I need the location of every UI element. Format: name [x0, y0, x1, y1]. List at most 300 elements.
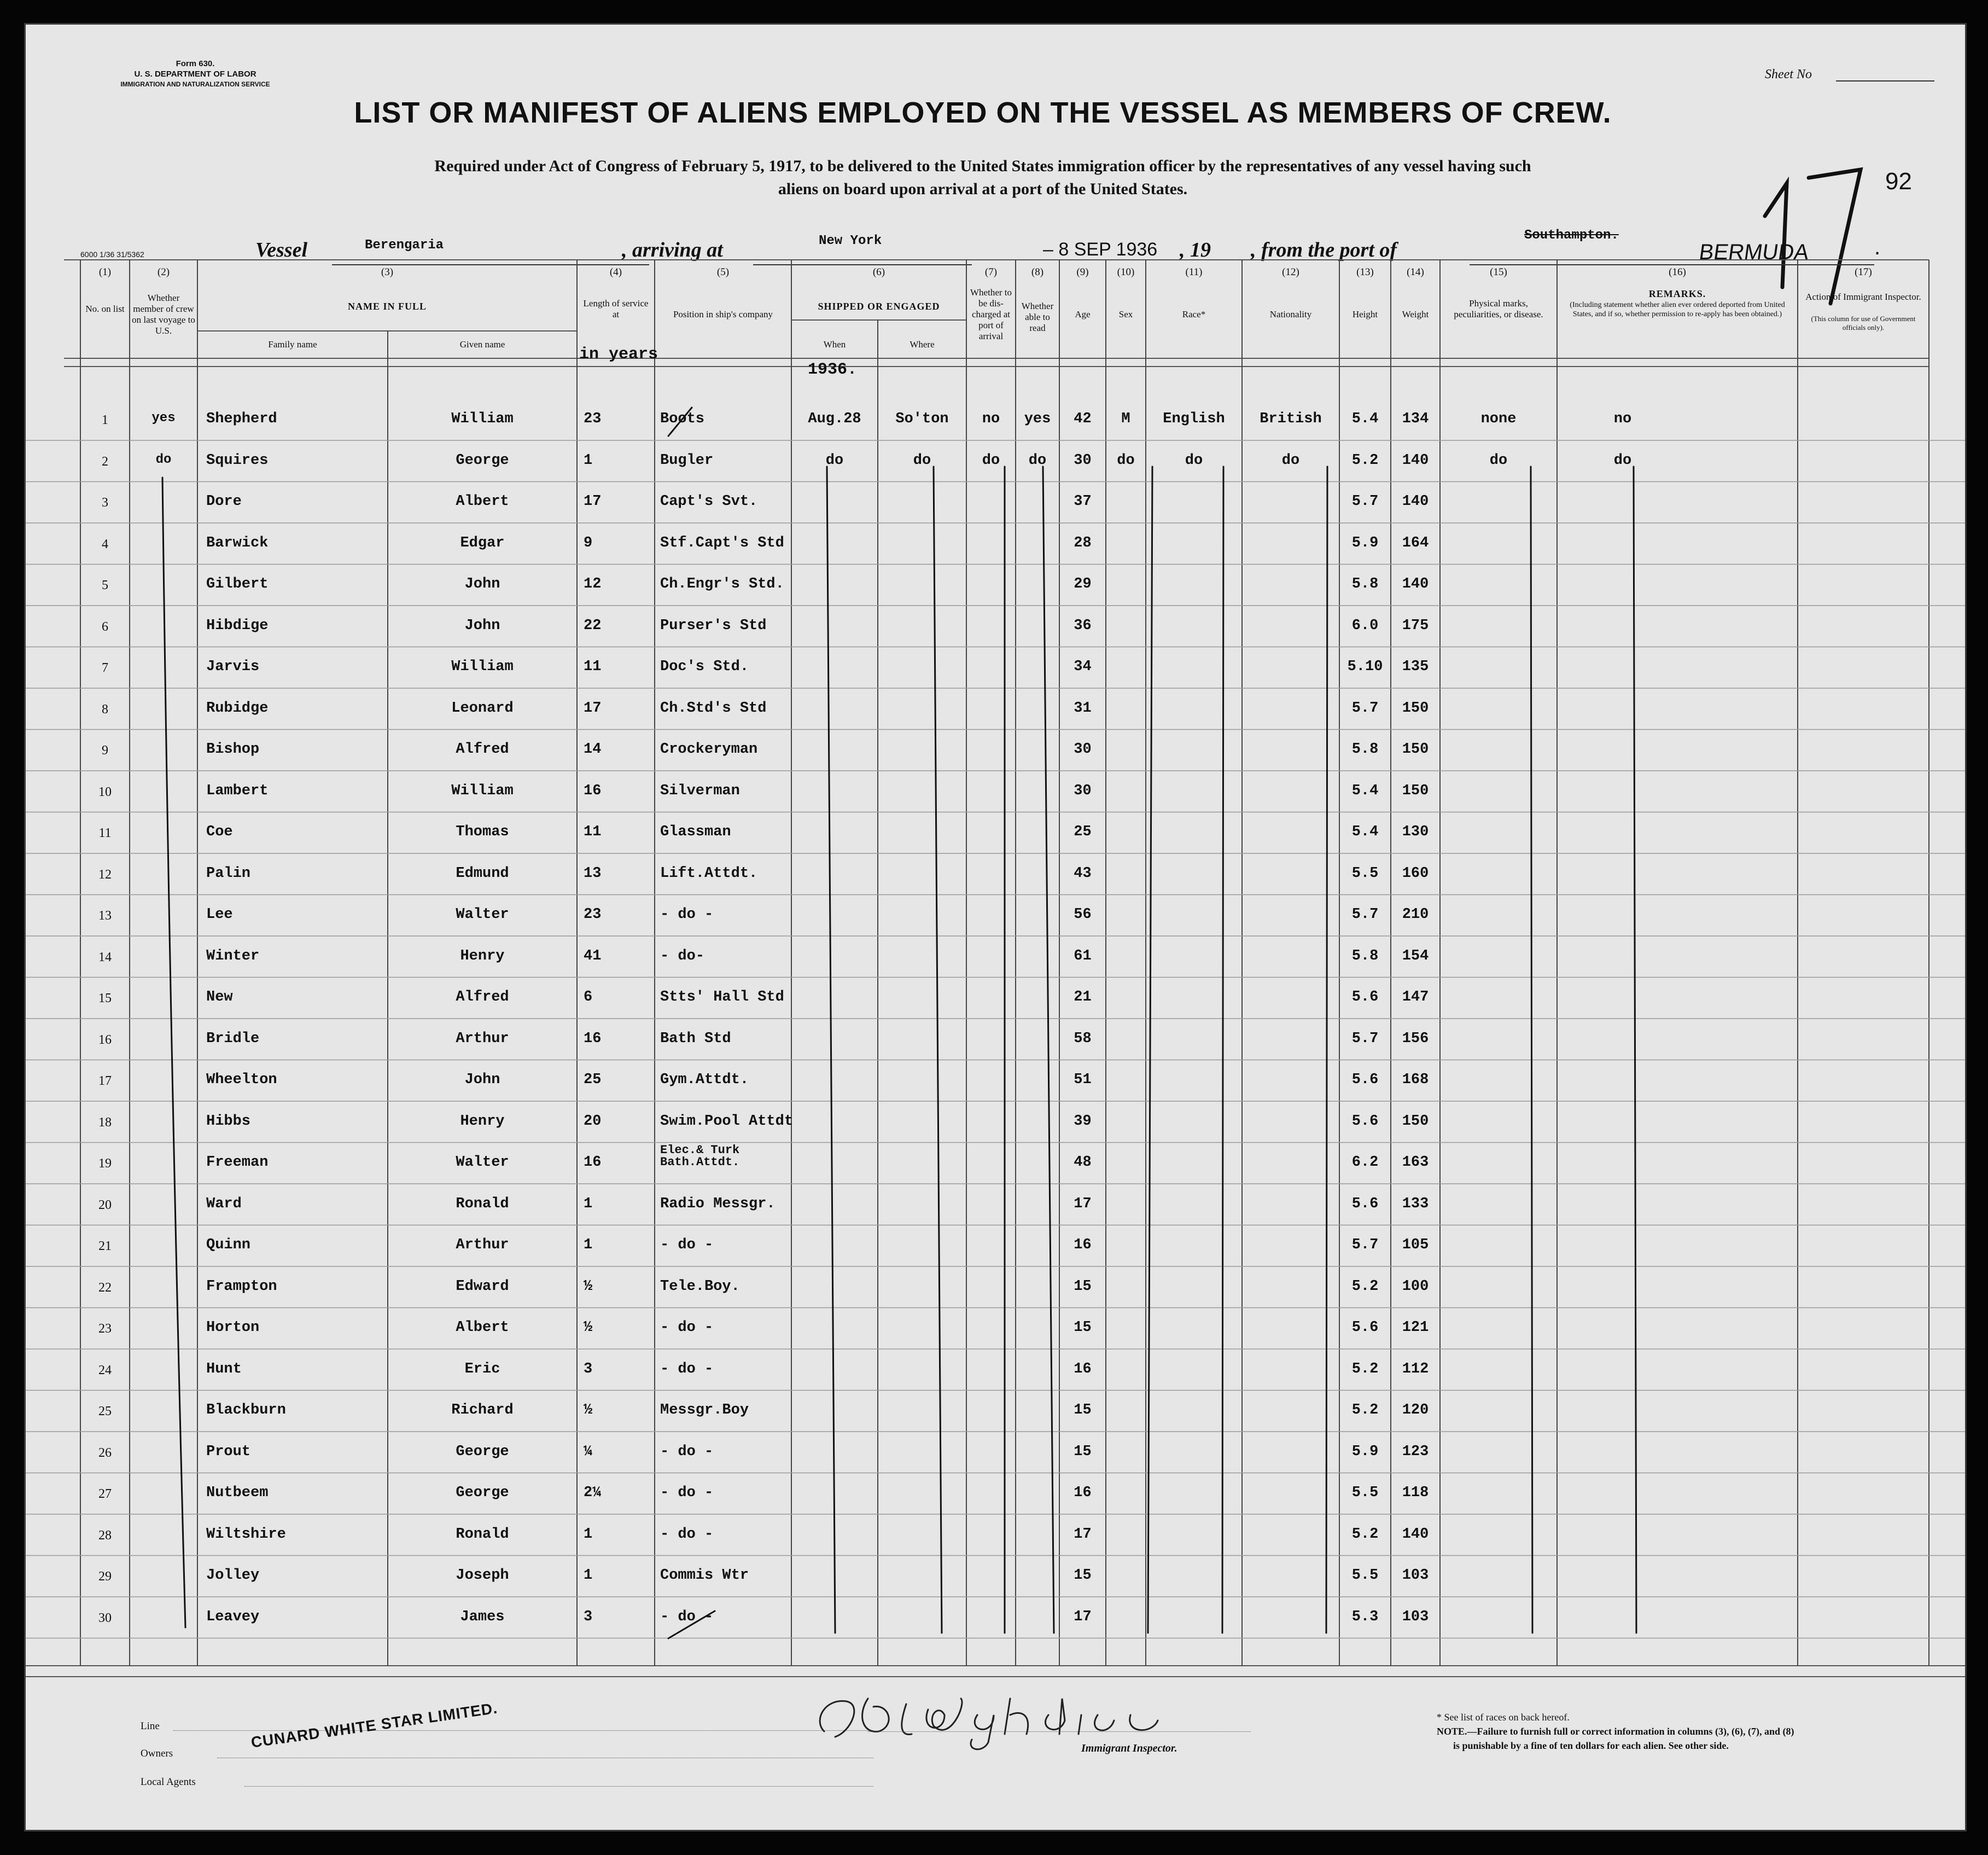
subtitle-line-2: aliens on board upon arrival at a port of the United States.	[778, 180, 1188, 198]
cell-weight: 140	[1402, 576, 1429, 592]
cell-position: Purser's Std	[660, 617, 767, 634]
cell-given: Albert	[456, 493, 509, 510]
cell-family: Freeman	[206, 1154, 269, 1171]
year-label: , 19	[1180, 239, 1211, 261]
cell-family: Ward	[206, 1195, 242, 1212]
cell-given: Albert	[456, 1319, 509, 1336]
cell-weight: 118	[1402, 1485, 1429, 1501]
row-number: 15	[98, 991, 112, 1005]
cell-length: 3	[584, 1360, 593, 1377]
row-number: 14	[98, 950, 112, 964]
cell-height: 5.6	[1351, 989, 1379, 1005]
cell-family: Wiltshire	[206, 1526, 286, 1543]
cell-age: 29	[1074, 576, 1092, 592]
cell-sex: do	[1117, 452, 1135, 469]
penalty-note-1: NOTE.—Failure to furnish full or correct information in columns (3), (6), (7), and (8)	[1437, 1726, 1794, 1737]
cell-position: Crockeryman	[660, 741, 758, 758]
cell-weight: 112	[1402, 1360, 1429, 1377]
cell-position: Elec.& Turk Bath.Attdt.	[660, 1143, 740, 1169]
cell-length: 16	[584, 1030, 602, 1047]
cell-weight: 163	[1402, 1154, 1429, 1171]
cell-given: Henry	[460, 947, 505, 964]
col-num-4: (4)	[609, 266, 622, 278]
cell-family: Quinn	[206, 1237, 251, 1253]
cell-family: Nutbeem	[206, 1485, 269, 1501]
cell-weight: 120	[1402, 1402, 1429, 1418]
manifest-sheet	[24, 23, 1967, 1831]
cell-weight: 164	[1402, 534, 1429, 551]
cell-age: 36	[1074, 617, 1092, 634]
cell-family: Wheelton	[206, 1072, 277, 1088]
cell-age: 17	[1074, 1526, 1092, 1543]
cell-given: William	[451, 782, 514, 799]
ditto-line-remarks	[1634, 467, 1636, 1633]
binder-hole	[0, 246, 22, 268]
col-num-15: (15)	[1490, 266, 1507, 278]
cell-position: - do -	[660, 1237, 714, 1253]
cell-given: Arthur	[456, 1237, 509, 1253]
header-physical-marks: Physical marks, peculiarities, or disease.	[1454, 298, 1543, 319]
cell-physical: none	[1480, 411, 1517, 427]
cell-position: Commis Wtr	[660, 1567, 749, 1584]
cell-family: Lambert	[206, 782, 269, 799]
cell-family: Barwick	[206, 534, 269, 551]
row-number: 8	[102, 702, 108, 717]
cell-given: Arthur	[456, 1030, 509, 1047]
cell-length: 11	[584, 659, 602, 675]
cell-length: 1	[584, 1195, 593, 1212]
header-member-last-voyage: Whether member of crew on last voyage to U.S.	[132, 293, 195, 336]
cell-age: 15	[1074, 1319, 1092, 1336]
cell-height: 6.0	[1351, 617, 1379, 634]
cell-position: Gym.Attdt.	[660, 1072, 749, 1088]
footer-owners-label: Owners	[141, 1748, 173, 1759]
from-port-label: , from the port of	[1251, 239, 1397, 261]
cell-length: 3	[584, 1608, 593, 1625]
cell-given: John	[464, 617, 500, 634]
from-port-typed: Southampton.	[1524, 228, 1619, 243]
cell-position: Boots	[660, 411, 705, 427]
row-number: 29	[98, 1569, 112, 1584]
cell-weight: 150	[1402, 741, 1429, 758]
service-name: IMMIGRATION AND NATURALIZATION SERVICE	[120, 80, 270, 88]
print-code: 6000 1/36 31/5362	[80, 250, 144, 259]
cell-height: 5.4	[1351, 782, 1379, 799]
cell-given: Ronald	[456, 1195, 509, 1212]
cell-weight: 140	[1402, 1526, 1429, 1543]
cell-race: do	[1185, 452, 1203, 469]
cell-family: Lee	[206, 906, 233, 923]
row-number: 18	[98, 1115, 112, 1130]
page-title: LIST OR MANIFEST OF ALIENS EMPLOYED ON THE VESSEL AS MEMBERS OF CREW.	[354, 96, 1612, 129]
cell-age: 37	[1074, 493, 1092, 510]
cell-height: 5.2	[1351, 1526, 1379, 1543]
header-able-read: Whether able to read	[1021, 301, 1054, 333]
header-position: Position in ship's company	[673, 309, 773, 319]
cell-weight: 140	[1402, 493, 1429, 510]
cell-length: 12	[584, 576, 602, 592]
cell-age: 28	[1074, 534, 1092, 551]
cell-height: 5.2	[1351, 1278, 1379, 1295]
cell-length: 1	[584, 1526, 593, 1543]
row-number: 30	[98, 1610, 112, 1625]
cell-height: 5.10	[1347, 659, 1383, 675]
binder-hole	[0, 1652, 22, 1674]
header-length-service: Length of service at	[583, 298, 649, 319]
year-shipped-note: 1936.	[808, 360, 858, 379]
row-number: 6	[102, 619, 108, 634]
cell-family: Hunt	[206, 1360, 242, 1377]
subtitle-line-1: Required under Act of Congress of February 5, 1917, to be delivered to the United States immigration officer by the representatives of any vessel having such	[434, 157, 1531, 175]
cell-nationality: British	[1260, 411, 1322, 427]
cell-length: 9	[584, 534, 593, 551]
cell-weight: 133	[1402, 1195, 1429, 1212]
cell-family: Bishop	[206, 741, 260, 758]
cell-length: ½	[584, 1402, 593, 1418]
cell-physical: do	[1489, 452, 1508, 469]
ditto-line-race	[1222, 467, 1223, 1633]
cell-given: William	[451, 659, 514, 675]
cell-when: do	[825, 452, 844, 469]
col-num-7: (7)	[984, 266, 998, 278]
cell-length: 16	[584, 1154, 602, 1171]
cell-member: do	[155, 452, 172, 467]
cell-family: Leavey	[206, 1608, 260, 1625]
cell-age: 34	[1074, 659, 1092, 675]
cell-age: 15	[1074, 1278, 1092, 1295]
ditto-line-nationality	[1326, 467, 1327, 1633]
cell-family: Jolley	[206, 1567, 260, 1584]
footer-agents-label: Local Agents	[141, 1776, 196, 1788]
row-number: 5	[102, 578, 108, 592]
binder-hole	[0, 700, 22, 722]
col-num-16: (16)	[1669, 266, 1686, 278]
cell-remarks: do	[1613, 452, 1632, 469]
cell-length: ½	[584, 1278, 593, 1295]
cell-given: Thomas	[456, 824, 509, 840]
cell-height: 5.4	[1351, 824, 1379, 840]
cell-family: Blackburn	[206, 1402, 286, 1418]
col-num-9: (9)	[1076, 266, 1089, 278]
binder-hole	[0, 306, 22, 328]
cell-height: 5.8	[1351, 576, 1379, 592]
cell-read: do	[1028, 452, 1047, 469]
arrival-port: New York	[819, 234, 882, 248]
cell-given: Alfred	[456, 989, 509, 1005]
cell-member: yes	[151, 411, 176, 426]
cell-age: 48	[1074, 1154, 1092, 1171]
cell-position: Swim.Pool Attdt	[660, 1113, 794, 1130]
cell-length: 13	[584, 865, 602, 882]
footer-line-label: Line	[141, 1720, 160, 1732]
form-number: Form 630.	[176, 59, 215, 68]
cell-where: do	[913, 452, 931, 469]
row-number: 17	[98, 1074, 112, 1088]
cell-height: 5.5	[1351, 1567, 1379, 1584]
cell-length: 22	[584, 617, 602, 634]
col-num-17: (17)	[1855, 266, 1872, 278]
cell-position: - do -	[660, 1485, 714, 1501]
header-where: Where	[910, 339, 935, 350]
binder-hole	[0, 1291, 22, 1313]
cell-weight: 160	[1402, 865, 1429, 882]
cell-family: Shepherd	[206, 411, 277, 427]
cell-length: ½	[584, 1319, 593, 1336]
cell-weight: 168	[1402, 1072, 1429, 1088]
check-mark-30	[668, 1611, 715, 1638]
cell-given: George	[456, 1443, 509, 1460]
col-num-6: (6)	[872, 266, 885, 278]
cell-given: George	[456, 452, 509, 469]
cell-position: Ch.Engr's Std.	[660, 576, 784, 592]
row-number: 22	[98, 1280, 112, 1295]
cell-age: 17	[1074, 1608, 1092, 1625]
cell-given: Joseph	[456, 1567, 509, 1584]
cell-height: 6.2	[1351, 1154, 1379, 1171]
cell-position: Stts' Hall Std	[660, 989, 784, 1005]
cell-height: 5.9	[1351, 534, 1379, 551]
cell-family: New	[206, 989, 233, 1005]
row-number: 11	[98, 826, 112, 840]
cell-position: Ch.Std's Std	[660, 700, 767, 717]
signature-rule	[868, 1731, 1251, 1732]
cell-given: William	[451, 411, 514, 427]
cell-age: 17	[1074, 1195, 1092, 1212]
cell-family: Palin	[206, 865, 251, 882]
cell-age: 15	[1074, 1443, 1092, 1460]
row-number: 1	[102, 413, 108, 427]
cell-weight: 135	[1402, 659, 1429, 675]
cell-position: Radio Messgr.	[660, 1195, 776, 1212]
cell-discharged: no	[982, 411, 1000, 427]
cell-given: John	[464, 576, 500, 592]
cell-weight: 123	[1402, 1443, 1429, 1460]
cell-age: 51	[1074, 1072, 1092, 1088]
cell-family: Hibbs	[206, 1113, 251, 1130]
cell-length: 6	[584, 989, 593, 1005]
cell-height: 5.7	[1351, 1237, 1379, 1253]
ditto-pen-strokes	[26, 25, 1965, 1830]
department-name: U. S. DEPARTMENT OF LABOR	[134, 69, 256, 79]
cell-position: - do -	[660, 1443, 714, 1460]
cell-height: 5.5	[1351, 1485, 1379, 1501]
cell-sex: M	[1121, 411, 1130, 427]
cell-age: 39	[1074, 1113, 1092, 1130]
cell-length: 17	[584, 493, 602, 510]
cell-length: ¼	[584, 1443, 593, 1460]
cell-given: Walter	[456, 1154, 509, 1171]
cell-weight: 154	[1402, 947, 1429, 964]
row-number: 9	[102, 743, 108, 758]
cell-age: 43	[1074, 865, 1092, 882]
header-name-in-full: NAME IN FULL	[347, 301, 427, 312]
row-number: 7	[102, 661, 108, 675]
cell-height: 5.8	[1351, 741, 1379, 758]
cell-given: Walter	[456, 906, 509, 923]
header-given-name: Given name	[459, 339, 505, 350]
cell-weight: 103	[1402, 1608, 1429, 1625]
cell-given: Edgar	[460, 534, 505, 551]
header-weight: Weight	[1402, 309, 1429, 319]
cell-position: Tele.Boy.	[660, 1278, 740, 1295]
cell-position: Bath Std	[660, 1030, 731, 1047]
col-num-12: (12)	[1282, 266, 1299, 278]
cell-weight: 100	[1402, 1278, 1429, 1295]
col-num-8: (8)	[1031, 266, 1044, 278]
cell-position: - do -	[660, 1526, 714, 1543]
cell-height: 5.9	[1351, 1443, 1379, 1460]
cell-height: 5.3	[1351, 1608, 1379, 1625]
cell-height: 5.2	[1351, 1360, 1379, 1377]
check-mark-1	[668, 408, 692, 436]
header-remarks-note: (Including statement whether alien ever ordered deported from United States, and if so, whether permission to re-apply has been obtained.)	[1570, 301, 1785, 318]
cell-family: Hibdige	[206, 617, 269, 634]
cell-weight: 156	[1402, 1030, 1429, 1047]
cell-age: 30	[1074, 782, 1092, 799]
col-num-3: (3)	[381, 266, 394, 278]
cell-weight: 150	[1402, 700, 1429, 717]
row-number: 16	[98, 1032, 112, 1047]
cell-position: - do -	[660, 1360, 714, 1377]
cell-position: - do -	[660, 906, 714, 923]
cell-age: 21	[1074, 989, 1092, 1005]
cell-height: 5.8	[1351, 947, 1379, 964]
cell-height: 5.6	[1351, 1319, 1379, 1336]
cell-age: 25	[1074, 824, 1092, 840]
cell-given: John	[464, 1072, 500, 1088]
sheet-no-label: Sheet No	[1765, 67, 1812, 82]
cell-age: 42	[1074, 411, 1092, 427]
vessel-name: Berengaria	[365, 238, 444, 253]
cell-age: 15	[1074, 1567, 1092, 1584]
col-num-11: (11)	[1185, 266, 1203, 278]
header-remarks-title: REMARKS.	[1648, 288, 1706, 299]
row-number: 19	[98, 1156, 112, 1171]
header-shipped-engaged: SHIPPED OR ENGAGED	[818, 301, 940, 312]
col-num-13: (13)	[1356, 266, 1374, 278]
races-note: * See list of races on back hereof.	[1437, 1712, 1570, 1723]
arriving-label: , arriving at	[622, 239, 723, 261]
header-discharged: Whether to be dis- charged at port of arrival	[970, 287, 1012, 341]
cell-height: 5.2	[1351, 1402, 1379, 1418]
date-stamp: – 8 SEP 1936	[1043, 239, 1158, 260]
cell-height: 5.7	[1351, 1030, 1379, 1047]
header-race: Race*	[1182, 309, 1206, 319]
cell-position: - do-	[660, 947, 705, 964]
cell-length: 1	[584, 452, 593, 469]
cell-age: 16	[1074, 1485, 1092, 1501]
cell-given: Eric	[464, 1360, 500, 1377]
row-number: 25	[98, 1404, 112, 1418]
row-number: 24	[98, 1363, 112, 1377]
cell-length: 11	[584, 824, 602, 840]
cell-weight: 103	[1402, 1567, 1429, 1584]
cell-where: So'ton	[895, 411, 949, 427]
cell-family: Rubidge	[206, 700, 269, 717]
ditto-line-where	[934, 467, 942, 1633]
header-action-note: (This column for use of Government officials only).	[1811, 315, 1916, 332]
row-number: 10	[98, 784, 112, 799]
cell-nationality: do	[1281, 452, 1300, 469]
in-years-note: in years	[579, 345, 658, 364]
cell-height: 5.7	[1351, 700, 1379, 717]
cell-age: 58	[1074, 1030, 1092, 1047]
cell-given: Edward	[456, 1278, 509, 1295]
row-number: 23	[98, 1322, 112, 1336]
col-num-14: (14)	[1407, 266, 1424, 278]
cell-family: Frampton	[206, 1278, 277, 1295]
binder-hole	[0, 1570, 22, 1592]
cell-given: James	[460, 1608, 505, 1625]
col-num-1: (1)	[98, 266, 112, 278]
cell-given: George	[456, 1485, 509, 1501]
immigrant-inspector-label: Immigrant Inspector.	[1081, 1742, 1177, 1754]
header-nationality: Nationality	[1269, 309, 1312, 319]
cell-weight: 210	[1402, 906, 1429, 923]
cell-position: Bugler	[660, 452, 714, 469]
row-number: 27	[98, 1487, 112, 1501]
cell-length: 25	[584, 1072, 602, 1088]
ditto-line-sex	[1148, 467, 1152, 1633]
cell-family: Winter	[206, 947, 260, 964]
cell-position: - do -	[660, 1608, 714, 1625]
cell-family: Bridle	[206, 1030, 260, 1047]
cell-length: 23	[584, 906, 602, 923]
cell-height: 5.7	[1351, 906, 1379, 923]
svg-text:.: .	[1874, 235, 1881, 259]
cell-family: Jarvis	[206, 659, 260, 675]
from-port-handwritten: BERMUDA	[1697, 240, 1811, 264]
cell-given: Edmund	[456, 865, 509, 882]
cell-height: 5.6	[1351, 1195, 1379, 1212]
cell-family: Coe	[206, 824, 233, 840]
cell-length: 41	[584, 947, 602, 964]
cell-weight: 130	[1402, 824, 1429, 840]
row-number: 12	[98, 867, 112, 882]
cell-age: 16	[1074, 1360, 1092, 1377]
cell-family: Gilbert	[206, 576, 269, 592]
cell-weight: 134	[1402, 411, 1429, 427]
cell-given: Richard	[451, 1402, 514, 1418]
cell-family: Horton	[206, 1319, 260, 1336]
cell-weight: 140	[1402, 452, 1429, 469]
cell-length: 23	[584, 411, 602, 427]
cell-position: Messgr.Boy	[660, 1402, 749, 1418]
ditto-line-physical	[1531, 467, 1532, 1633]
cell-given: Ronald	[456, 1526, 509, 1543]
cell-height: 5.6	[1351, 1072, 1379, 1088]
col-num-10: (10)	[1117, 266, 1135, 278]
cell-position: Lift.Attdt.	[660, 865, 758, 882]
header-height: Height	[1352, 309, 1378, 319]
cell-weight: 121	[1402, 1319, 1429, 1336]
cell-position: Stf.Capt's Std	[660, 534, 784, 551]
row-number: 28	[98, 1528, 112, 1543]
vessel-label: Vessel	[255, 239, 307, 261]
header-when: When	[823, 339, 846, 350]
owners-stamp: CUNARD WHITE STAR LIMITED.	[250, 1699, 499, 1751]
cell-height: 5.5	[1351, 865, 1379, 882]
row-number: 3	[102, 496, 108, 510]
cell-discharged: do	[982, 452, 1000, 469]
cell-length: 1	[584, 1237, 593, 1253]
col-num-2: (2)	[157, 266, 170, 278]
cell-age: 30	[1074, 741, 1092, 758]
ditto-line-when	[827, 467, 835, 1633]
row-number: 4	[102, 537, 108, 551]
header-family-name: Family name	[268, 339, 317, 350]
cell-weight: 150	[1402, 1113, 1429, 1130]
